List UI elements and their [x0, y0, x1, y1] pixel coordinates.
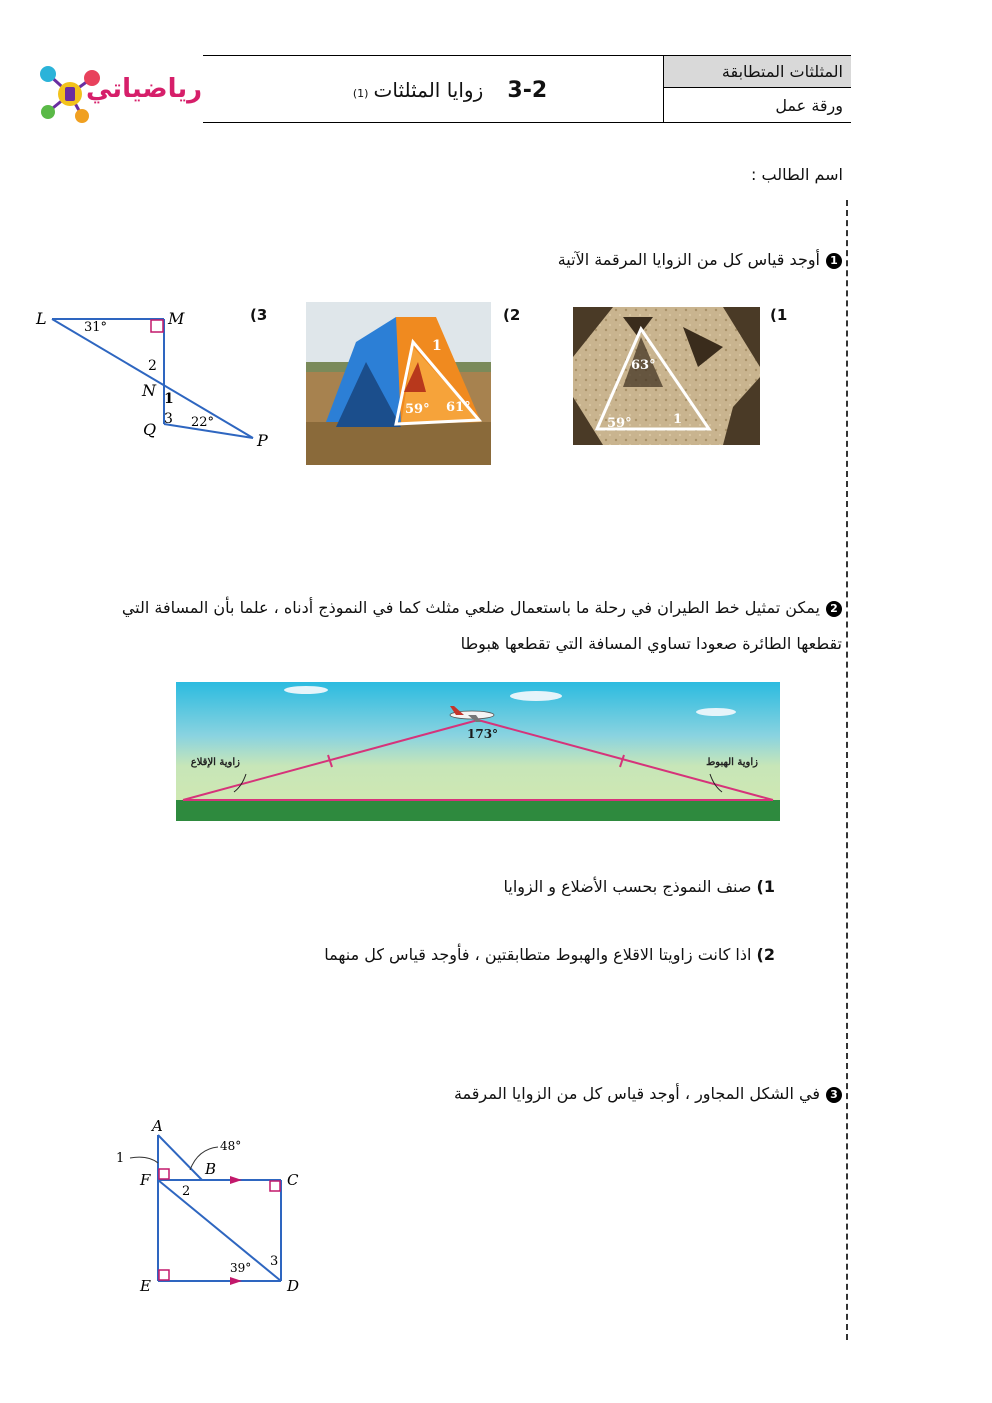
lesson-title: 3-2 زوايا المثلثات (1)	[352, 78, 548, 103]
unit-title: المثلثات المتطابقة	[721, 62, 843, 81]
q2-part1: 1) صنف النموذج بحسب الأضلاع و الزوايا	[503, 877, 775, 896]
logo-text: رياضياتي	[86, 74, 203, 104]
flight-diagram	[176, 682, 780, 821]
fig3-n3: 3	[164, 411, 173, 427]
q3-angle-B: 48°	[220, 1139, 242, 1153]
fig3-Q: Q	[143, 420, 157, 439]
fig1-label: (1	[770, 306, 788, 324]
fig3-label: (3	[250, 306, 268, 324]
fig3-angle-L: 31°	[84, 320, 108, 335]
student-name-label: اسم الطالب :	[751, 165, 843, 184]
q3-angle-D: 39°	[230, 1261, 252, 1275]
fig3-N: N	[142, 381, 156, 400]
q1-text: 1أوجد قياس كل من الزوايا المرقمة الآتية	[400, 250, 842, 269]
fig2-unknown: 1	[432, 338, 442, 354]
q3-F: F	[140, 1171, 151, 1189]
q2-part2: 2) اذا كانت زاويتا الاقلاع والهبوط متطابقتين ، فأوجد قياس كل منهما	[324, 945, 775, 964]
fig3-angle-P: 22°	[191, 415, 215, 430]
fig2-label: (2	[503, 306, 521, 324]
q1-marker: 1	[826, 253, 842, 269]
apex-angle: 173°	[467, 727, 499, 741]
fig2-photo	[306, 302, 491, 465]
fig1-angle-top: 63°	[631, 358, 656, 373]
q3-n2: 2	[182, 1184, 191, 1199]
fig1-angle-left: 59°	[607, 416, 632, 431]
fig3-diagram	[30, 300, 280, 460]
q3-text: 3في الشكل المجاور ، أوجد قياس كل من الزوايا المرقمة	[400, 1084, 842, 1103]
sheet-type: ورقة عمل	[775, 96, 843, 115]
q3-n3: 3	[270, 1254, 279, 1269]
landing-label: زاوية الهبوط	[706, 757, 758, 768]
takeoff-label: زاوية الإقلاع	[190, 757, 240, 768]
margin-line	[846, 200, 848, 1340]
fig1-unknown: 1	[673, 412, 683, 427]
q3-A: A	[152, 1117, 163, 1135]
q2-marker: 2	[826, 601, 842, 617]
q3-marker: 3	[826, 1087, 842, 1103]
q3-C: C	[287, 1171, 299, 1189]
q2-text-line2: تقطعها الطائرة صعودا تساوي المسافة التي تقطعها هبوطا	[460, 634, 842, 653]
q3-D: D	[287, 1277, 300, 1295]
q3-n1: 1	[116, 1151, 125, 1166]
q3-diagram	[110, 1115, 320, 1300]
fig3-P: P	[257, 431, 268, 450]
q3-E: E	[140, 1277, 151, 1295]
fig3-n1: 1	[164, 391, 174, 407]
q2-text-line1: 2يمكن تمثيل خط الطيران في رحلة ما باستعمال ضلعي مثلث كما في النموذج أدناه ، علما بأن المسافة التي	[140, 598, 842, 617]
fig2-angle-right: 61°	[446, 400, 471, 415]
fig2-angle-left: 59°	[405, 402, 430, 417]
fig3-M: M	[168, 309, 185, 328]
fig3-L: L	[36, 309, 47, 328]
fig1-photo	[573, 307, 760, 445]
fig3-n2: 2	[148, 358, 157, 374]
q3-B: B	[205, 1160, 217, 1178]
